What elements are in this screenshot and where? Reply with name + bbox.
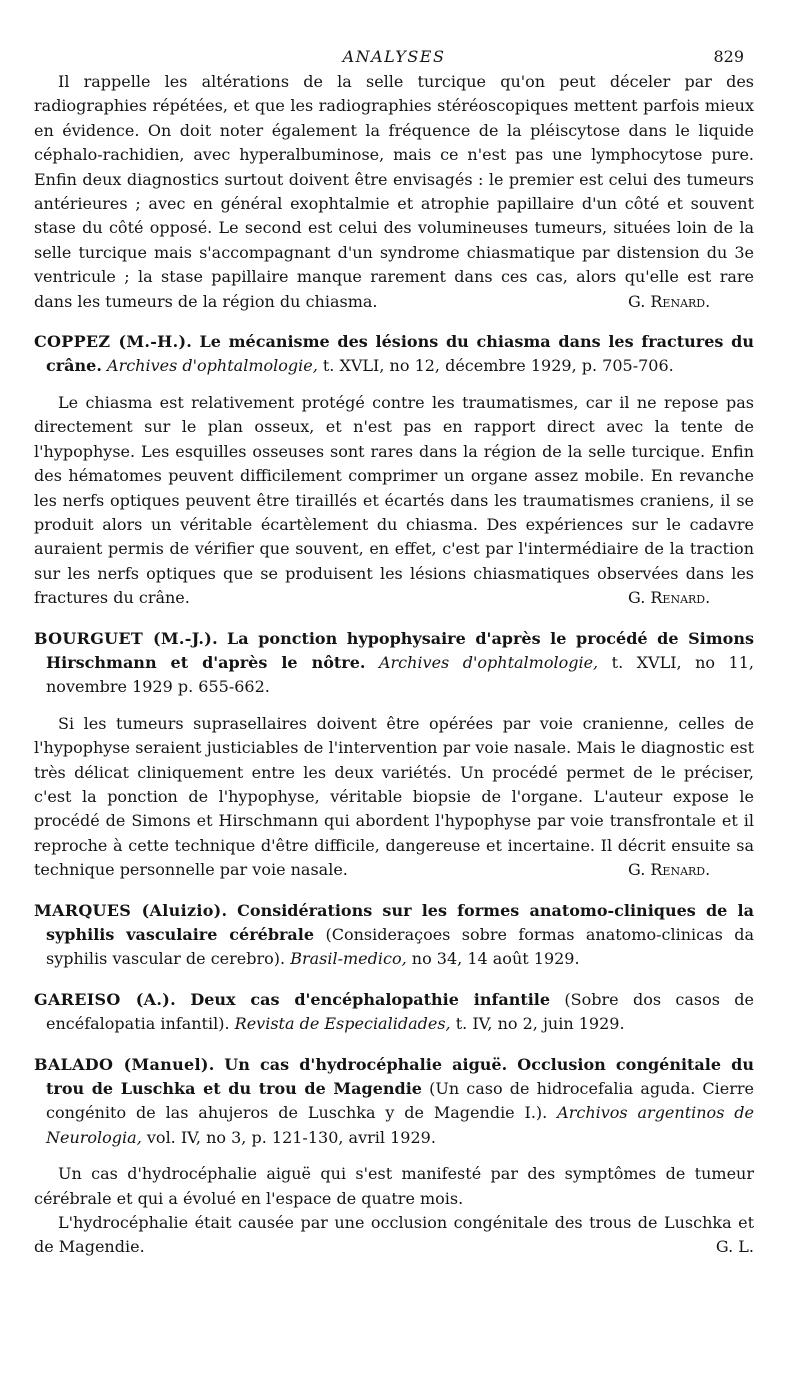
journal: Archivos argentinos de Neurologia, (46, 1103, 754, 1147)
article-title: Considérations sur les formes anatomo-cliniques de la syphilis vasculaire cérébrale (46, 900, 754, 944)
reference (34, 988, 754, 1037)
article-title: Le mécanisme des lésions du chiasma dans les fractures du crâne. (46, 332, 754, 376)
signature: G. Renard. (628, 291, 711, 311)
reference (34, 899, 754, 972)
review-text: Le chiasma est relativement protégé contre les traumatismes, car il ne repose pas directement sur le plan osseux, et n'est pas en rapport direct avec la tente de l'hypophyse. Les esquilles osseuses sont rares dans la région de la selle turcique. Enfin des hématomes peuvent difficilement comprimer un organe assez mobile. En revanche les nerfs optiques peuvent être tiraillés et écartés dans les traumatismes craniens, il se produit alors un véritable écartèlement du chiasma. Des expériences sur le cadavre auraient permis de vérifier que souvent, en effet, c'est par l'intermédiaire de la traction sur les nerfs optiques que se produisent les lésions chiasmatiques observées dans les fractures du crâne. (34, 392, 754, 608)
original-title: (Un caso de hidrocefalia aguda. Cierre congénito de las ahujeros de Luschka y de Magendie I.). (46, 1079, 755, 1123)
signature: G. Renard. (628, 860, 711, 880)
reference (34, 627, 754, 700)
review-text: Si les tumeurs suprasellaires doivent être opérées par voie cranienne, celles de l'hypophyse seraient justiciables de l'intervention par voie nasale. Mais le diagnostic est très délicat cliniquement entre les deux variétés. Un procédé permet de le préciser, c'est la ponction de l'hypophyse, véritable biopsie de l'organe. L'auteur expose le procédé de Simons et Hirschmann qui abordent l'hypophyse par voie transfrontale et il reproche à cette technique d'être difficile, dangereuse et incertaine. Il décrit ensuite sa technique personnelle par voie nasale. (34, 713, 754, 880)
signature: G. L. (715, 1237, 754, 1257)
review-entry (34, 627, 754, 883)
journal: Archives d'ophtalmologie, (378, 652, 599, 672)
review-entry (34, 1053, 754, 1260)
review-body: Un cas d'hydrocéphalie aiguë qui s'est manifesté par des symptômes de tumeur cérébrale et qui a évolué en l'espace de quatre mois. (34, 1164, 754, 1208)
article-title: Un cas d'hydrocéphalie aiguë. Occlusion congénitale du trou de Luschka et du trou de Magendie (46, 1054, 754, 1099)
page-header (34, 44, 754, 70)
review-body (34, 391, 754, 611)
review-text: L'hydrocéphalie était causée par une occlusion congénitale des trous de Luschka et de Magendie. (34, 1213, 754, 1257)
journal: Revista de Especialidades, (234, 1014, 451, 1034)
page-number: 829 (713, 47, 744, 66)
intro-paragraph (34, 70, 754, 314)
author: GAREISO (A.). (34, 989, 176, 1009)
reference (34, 1053, 754, 1151)
article-title: Deux cas d'encéphalopathie infantile (190, 989, 551, 1009)
review-body (34, 712, 754, 883)
reference-details: t. XVLI, no 11, novembre 1929 p. 655-662. (46, 652, 755, 697)
reference-details: t. XVLI, no 12, décembre 1929, p. 705-706. (322, 356, 674, 376)
review-entry (34, 899, 754, 972)
original-title: (Consideraçoes sobre formas anatomo-clinicas da syphilis vascular de cerebro). (46, 925, 754, 969)
author: COPPEZ (M.-H.). (34, 332, 193, 352)
intro-text: Il rappelle les altérations de la selle turcique qu'on peut déceler par des radiographies répétées, et que les radiographies stéréoscopiques mettent parfois mieux en évidence. On doit noter également la fréquence de la pléiscytose dans le liquide céphalo-rachidien, avec hyperalbuminose, mais ce n'est pas une lymphocytose pure. Enfin deux diagnostics surtout doivent être envisagés : le premier est celui des tumeurs antérieures ; avec en général exophtalmie et atrophie papillaire d'un côté et souvent stase du côté opposé. Le second est celui des volumineuses tumeurs, situées loin de la selle turcique mais s'accompagnant d'un syndrome chiasmatique par distension du 3e ventricule ; la stase papillaire manque rarement dans ces cas, alors qu'elle est rare dans les tumeurs de la région du chiasma. (34, 72, 754, 311)
review-entry (34, 988, 754, 1037)
signature: G. Renard. (628, 588, 711, 608)
reference-details: t. IV, no 2, juin 1929. (455, 1014, 625, 1034)
author: BALADO (Manuel). (34, 1054, 215, 1074)
author: BOURGUET (M.-J.). (34, 628, 218, 648)
original-title: (Sobre dos casos de encéfalopatia infantil). (46, 989, 754, 1034)
review-entry (34, 330, 754, 610)
journal: Brasil-medico, (290, 949, 407, 969)
journal: Archives d'ophtalmologie, (107, 356, 318, 376)
reference (34, 330, 754, 379)
author: MARQUES (Aluizio). (34, 900, 228, 920)
article-title: La ponction hypophysaire d'après le procédé de Simons Hirschmann et d'après le nôtre. (46, 628, 754, 672)
reference-details: no 34, 14 août 1929. (411, 949, 580, 969)
running-title: ANALYSES (342, 47, 446, 66)
reference-details: vol. IV, no 3, p. 121-130, avril 1929. (146, 1127, 436, 1147)
review-body-continued (34, 1211, 754, 1260)
